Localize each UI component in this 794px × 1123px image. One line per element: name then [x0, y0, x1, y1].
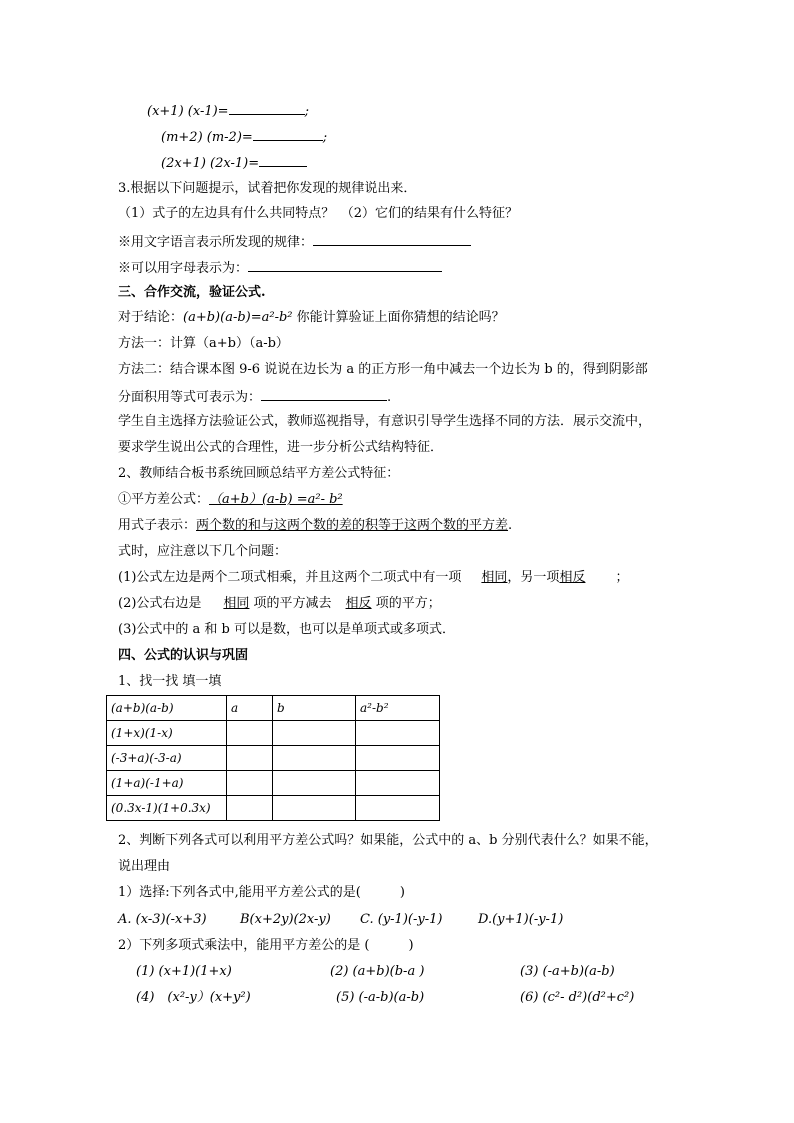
- answer: 相同: [481, 570, 508, 585]
- option-6[interactable]: (6) (c²- d²)(d²+c²): [520, 990, 635, 1005]
- exercise-2-heading-cont: 说出理由: [118, 859, 171, 874]
- question-3-hints: （1）式子的左边具有什么共同特点？ （2）它们的结果有什么特征？: [118, 206, 519, 221]
- table-row: [107, 746, 440, 771]
- option-1[interactable]: (1) (x+1)(1+x): [136, 964, 232, 979]
- table-header-row: [107, 696, 440, 721]
- answer-blank[interactable]: [259, 153, 307, 167]
- table-cell-input[interactable]: [227, 771, 273, 796]
- punct: ;: [304, 104, 309, 119]
- text: 项的平方；: [371, 596, 441, 611]
- answer-blank[interactable]: [313, 232, 471, 246]
- rule-in-letters: [118, 258, 442, 278]
- table-cell-input[interactable]: [273, 746, 356, 771]
- choice-question-1: 1）选择:下列各式中,能用平方差公式的是( ): [118, 885, 405, 900]
- table-cell-input[interactable]: [227, 721, 273, 746]
- equation-text: (x+1) (x-1)=: [147, 104, 229, 119]
- answer-blank[interactable]: [248, 258, 442, 272]
- punct: ;: [322, 130, 328, 145]
- table-row: [107, 771, 440, 796]
- exercise-2-heading: 2、判断下列各式可以利用平方差公式吗？如果能，公式中的 a、b 分别代表什么？如果不能，: [118, 833, 658, 848]
- label: ※用文字语言表示所发现的规律：: [118, 235, 314, 250]
- table-cell: (1+a)(-1+a): [107, 771, 227, 796]
- rule-in-words: [118, 232, 471, 252]
- table-cell-input[interactable]: [227, 746, 273, 771]
- label: ※可以用字母表示为：: [118, 261, 249, 276]
- table-cell-input[interactable]: [356, 721, 440, 746]
- statement: 两个数的和与这两个数的差的积等于这两个数的平方差: [196, 518, 509, 533]
- option-4[interactable]: (4) (x²-y）(x+y²): [136, 990, 251, 1005]
- answer: 相同: [223, 596, 250, 611]
- label: ①平方差公式：: [118, 492, 210, 507]
- exercise-1-heading: 1、找一找 填一填: [118, 674, 222, 689]
- equation-line-3: [161, 153, 307, 173]
- answer-blank[interactable]: [229, 101, 305, 115]
- punct: ；: [615, 570, 629, 585]
- option-b[interactable]: B(x+2y)(2x-y): [240, 912, 331, 927]
- answer-blank[interactable]: [253, 127, 323, 141]
- equation-line-2: [161, 127, 327, 147]
- punct: .: [387, 390, 392, 405]
- table-cell: (1+x)(1-x): [107, 721, 227, 746]
- formula-line: [118, 491, 421, 509]
- paragraph-line: 学生自主选择方法验证公式，教师巡视指导，有意识引导学生选择不同的方法．展示交流中，: [118, 414, 652, 429]
- conclusion-line: [118, 309, 505, 327]
- section-4-heading: 四、公式的认识与巩固: [118, 648, 249, 663]
- paragraph-line: 要求学生说出公式的合理性，进一步分析公式结构特征．: [118, 440, 444, 455]
- table-header: b: [273, 696, 356, 721]
- text: 你能计算验证上面你猜想的结论吗？: [292, 310, 505, 325]
- answer: 相反: [345, 596, 372, 611]
- text: 项的平方减去: [249, 596, 332, 611]
- formula: （a+b）(a-b) =a²- b²: [209, 492, 343, 507]
- equation-text: (m+2) (m-2)=: [161, 130, 253, 145]
- table-cell: (0.3x-1)(1+0.3x): [107, 796, 227, 821]
- option-3[interactable]: (3) (-a+b)(a-b): [520, 964, 615, 979]
- option-c[interactable]: C. (y-1)(-y-1): [360, 912, 443, 927]
- table-cell: (-3+a)(-3-a): [107, 746, 227, 771]
- table-cell-input[interactable]: [273, 721, 356, 746]
- text: (2)公式右边是: [118, 596, 202, 611]
- answer-blank[interactable]: [261, 387, 387, 401]
- method-2: 方法二：结合课本图 9-6 说说在边长为 a 的正方形一角中减去一个边长为 b 的，得到阴影部: [118, 362, 648, 377]
- table-header: a²-b²: [356, 696, 440, 721]
- choice-question-2: 2）下列多项式乘法中，能用平方差公的是 ( ): [118, 938, 414, 953]
- table-cell-input[interactable]: [273, 771, 356, 796]
- option-5[interactable]: (5) (-a-b)(a-b): [336, 990, 425, 1005]
- table-row: [107, 721, 440, 746]
- label: 对于结论：: [118, 310, 184, 325]
- table-cell-input[interactable]: [356, 796, 440, 821]
- notes-heading: 式时，应注意以下几个问题：: [118, 544, 288, 559]
- note-3: (3)公式中的 a 和 b 可以是数，也可以是单项式或多项式．: [118, 622, 456, 637]
- text: (1)公式左边是两个二项式相乘，并且这两个二项式中有一项: [118, 570, 462, 585]
- label: 分面积用等式可表示为：: [118, 390, 262, 405]
- answer: 相反: [559, 570, 586, 585]
- table-cell-input[interactable]: [227, 796, 273, 821]
- note-2: [118, 595, 441, 613]
- punct: .: [508, 518, 513, 533]
- formula: (a+b)(a-b)=a²-b²: [183, 310, 293, 325]
- table-cell-input[interactable]: [273, 796, 356, 821]
- table-cell-input[interactable]: [356, 771, 440, 796]
- note-1: [118, 569, 628, 587]
- table-header: (a+b)(a-b): [107, 696, 227, 721]
- option-d[interactable]: D.(y+1)(-y-1): [478, 912, 564, 927]
- option-a[interactable]: A. (x-3)(-x+3): [118, 912, 207, 927]
- question-3: 3.根据以下问题提示，试着把你发现的规律说出来．: [118, 181, 417, 196]
- section-3-heading: 三、合作交流，验证公式.: [118, 285, 266, 300]
- equation-text: (2x+1) (2x-1)=: [161, 156, 260, 171]
- fill-table: [106, 695, 440, 821]
- review-heading: 2、教师结合板书系统回顾总结平方差公式特征：: [118, 466, 400, 481]
- table-header: a: [227, 696, 273, 721]
- method-2-cont: [118, 387, 391, 407]
- label: 用式子表示：: [118, 518, 197, 533]
- text: ，另一项: [507, 570, 560, 585]
- formula-in-words: [118, 517, 512, 535]
- option-2[interactable]: (2) (a+b)(b-a ): [330, 964, 425, 979]
- table-cell-input[interactable]: [356, 746, 440, 771]
- equation-line-1: [147, 101, 309, 121]
- table-row: [107, 796, 440, 821]
- method-1: 方法一：计算（a+b）（a-b）: [118, 336, 289, 351]
